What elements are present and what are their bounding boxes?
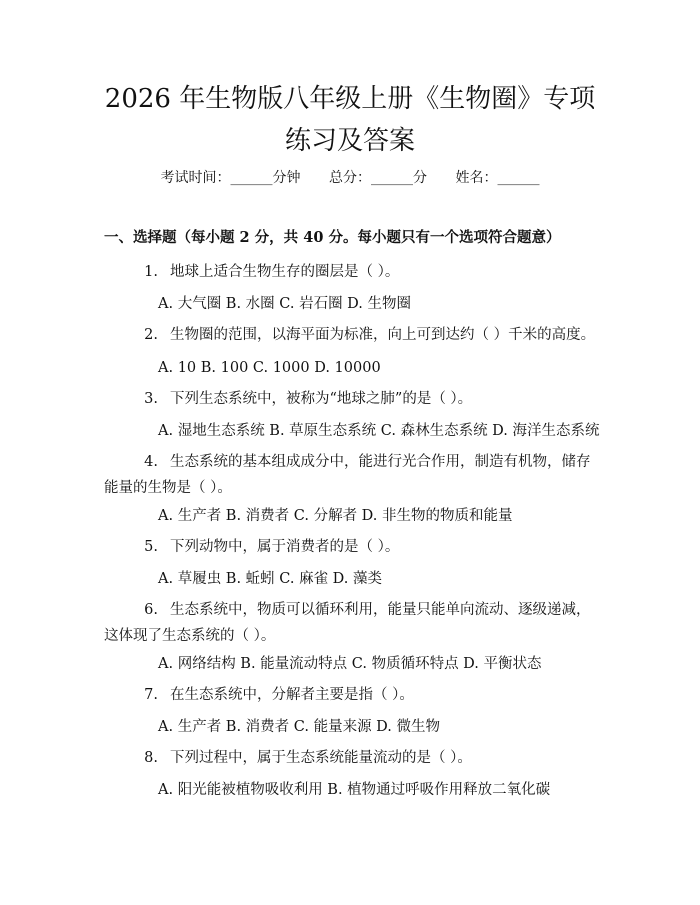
document-title: 2026 年生物版八年级上册《生物圈》专项练习及答案: [104, 84, 596, 156]
question-6: [104, 597, 604, 649]
question-number: 3.: [144, 391, 158, 407]
question-text: 下列过程中，属于生态系统能量流动的是（ ）。: [170, 750, 472, 766]
question-6-options: A. 网络结构 B. 能量流动特点 C. 物质循环特点 D. 平衡状态: [158, 656, 542, 672]
question-number: 7.: [144, 687, 158, 703]
student-name: 姓名：______: [455, 170, 540, 186]
question-3: [104, 386, 604, 412]
section-title: 一、选择题（每小题 2 分，共 40 分。每小题只有一个选项符合题意）: [104, 229, 561, 246]
question-2: [104, 322, 604, 348]
question-text: 下列生态系统中，被称为“地球之肺”的是（ ）。: [170, 391, 473, 407]
question-text: 下列动物中，属于消费者的是（ ）。: [170, 539, 400, 555]
question-text: 生物圈的范围，以海平面为标准，向上可到达约（ ）千米的高度。: [170, 327, 596, 343]
question-4: [104, 449, 604, 501]
question-text: 生态系统中，物质可以循环利用，能量只能单向流动、逐级递减，这体现了生态系统的（ ）。: [104, 602, 591, 644]
question-5-options: A. 草履虫 B. 蚯蚓 C. 麻雀 D. 藻类: [158, 571, 383, 587]
question-3-options: A. 湿地生态系统 B. 草原生态系统 C. 森林生态系统 D. 海洋生态系统: [158, 423, 600, 439]
exam-time: 考试时间：______分钟: [160, 170, 301, 186]
question-number: 6.: [144, 602, 158, 618]
question-4-options: A. 生产者 B. 消费者 C. 分解者 D. 非生物的物质和能量: [158, 508, 513, 524]
question-number: 5.: [144, 539, 158, 555]
question-1: [104, 259, 604, 285]
question-text: 在生态系统中，分解者主要是指（ ）。: [170, 687, 414, 703]
question-number: 1.: [144, 264, 158, 280]
question-text: 地球上适合生物生存的圈层是（ ）。: [170, 264, 400, 280]
question-8: [104, 745, 604, 771]
question-number: 2.: [144, 327, 158, 343]
question-number: 8.: [144, 750, 158, 766]
question-8-options: A. 阳光能被植物吸收利用 B. 植物通过呼吸作用释放二氧化碳: [158, 782, 551, 798]
question-7-options: A. 生产者 B. 消费者 C. 能量来源 D. 微生物: [158, 719, 441, 735]
question-5: [104, 534, 604, 560]
question-number: 4.: [144, 454, 158, 470]
total-score: 总分：______分: [329, 170, 427, 186]
exam-info: [0, 168, 700, 188]
question-7: [104, 682, 604, 708]
question-1-options: A. 大气圈 B. 水圈 C. 岩石圈 D. 生物圈: [158, 296, 412, 312]
question-text: 生态系统的基本组成成分中，能进行光合作用，制造有机物，储存能量的生物是（ ）。: [104, 454, 591, 496]
question-2-options: A. 10 B. 100 C. 1000 D. 10000: [158, 360, 381, 376]
